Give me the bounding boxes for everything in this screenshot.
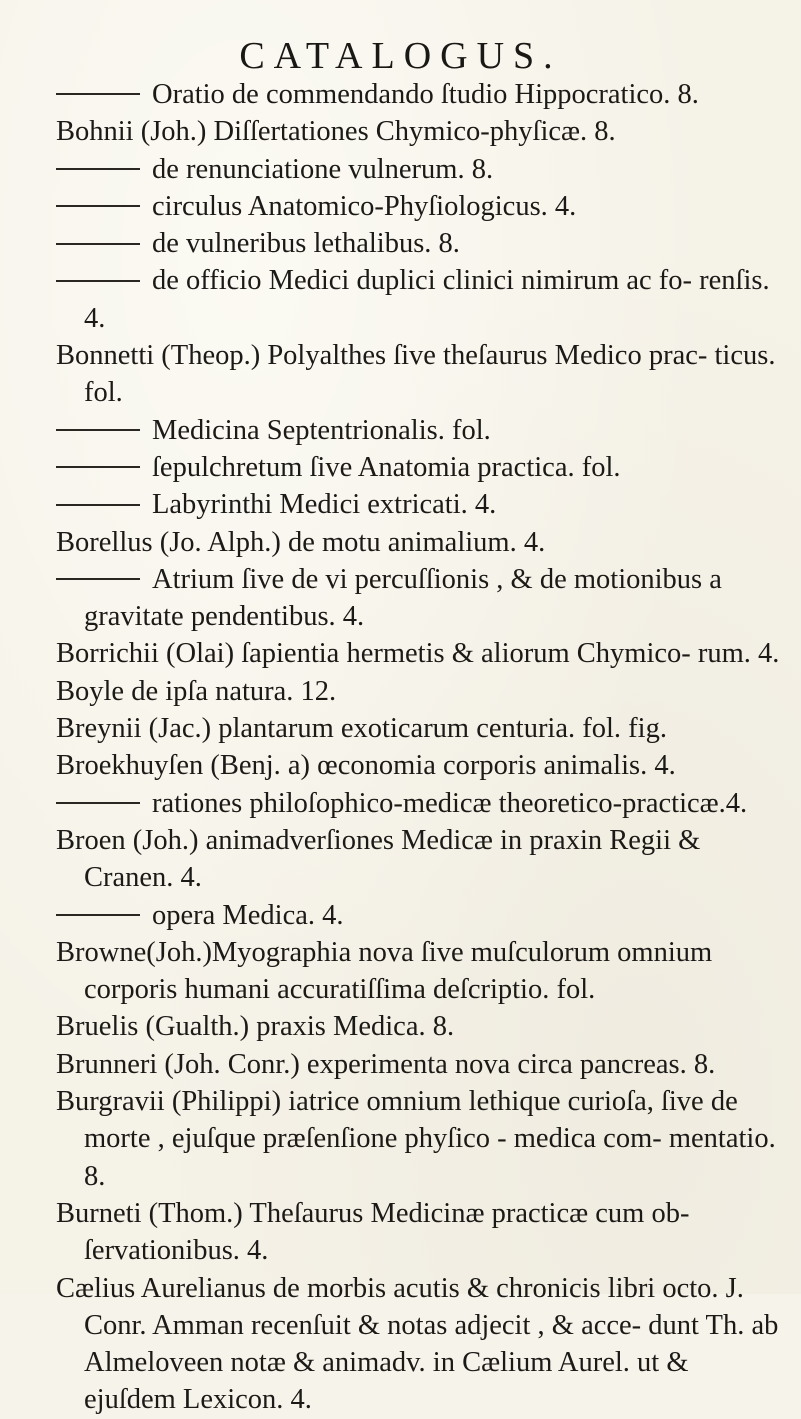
catalogue-entry	[56, 1083, 786, 1195]
ditto-dash	[56, 504, 140, 506]
catalogue-entry	[56, 822, 786, 897]
catalogue-entry	[56, 1008, 786, 1045]
entry-text: opera Medica. 4.	[152, 899, 344, 931]
entry-text: circulus Anatomico-Phyſiologicus. 4.	[152, 190, 577, 222]
catalogue-entry	[56, 1195, 786, 1270]
catalogue-entry	[56, 635, 786, 672]
entry-text: Bohnii (Joh.) Diſſertationes Chymico-phyſicæ. 8.	[56, 116, 616, 148]
ditto-dash	[56, 578, 140, 580]
catalogue-entry	[56, 897, 786, 934]
ditto-dash	[56, 914, 140, 916]
entry-text: Oratio de commendando ſtudio Hippocratico. 8.	[152, 79, 699, 110]
catalogue-entry	[56, 262, 786, 337]
entry-text: Labyrinthi Medici extricati. 4.	[152, 489, 497, 521]
catalogue-entry	[56, 934, 786, 1009]
catalogue-entry	[56, 188, 786, 225]
catalogue-entry	[56, 337, 786, 412]
catalogue-entry	[56, 486, 786, 523]
entry-text: ſepulchretum ſive Anatomia practica. fol.	[152, 451, 621, 483]
catalogue-entry	[56, 76, 786, 113]
page-header: CATALOGUS.	[239, 35, 562, 77]
catalogue-entry	[56, 747, 786, 784]
entry-text: Atrium ſive de vi percuſſionis , & de motionibus a gravitate pendentibus. 4.	[84, 563, 722, 633]
entry-text: Burgravii (Philippi) iatrice omnium lethique curioſa, ſive de morte , ejuſque præſenſione phyſico - medica com- mentatio. 8.	[56, 1086, 776, 1192]
ditto-dash	[56, 280, 140, 282]
ditto-dash	[56, 466, 140, 468]
entry-list	[56, 76, 786, 1419]
entry-text: Cælius Aurelianus de morbis acutis & chronicis libri octo. J. Conr. Amman recenſuit & notas adjecit , & acce- dunt Th. ab Almeloveen notæ & animadv. in Cælium Aurel. ut & ejuſdem Lexicon. 4.	[56, 1272, 779, 1416]
entry-text: Browne(Joh.)Myographia nova ſive muſculorum omnium corporis humani accuratiſſima deſcriptio. fol.	[56, 936, 713, 1006]
entry-text: de renunciatione vulnerum. 8.	[152, 153, 494, 185]
ditto-dash	[56, 205, 140, 207]
ditto-dash	[56, 243, 140, 245]
ditto-dash	[56, 429, 140, 431]
catalogue-entry	[56, 412, 786, 449]
catalogue-entry	[56, 1270, 786, 1419]
catalogue-entry	[56, 710, 786, 747]
entry-text: Broekhuyſen (Benj. a) œconomia corporis animalis. 4.	[56, 750, 676, 782]
catalogue-entry	[56, 151, 786, 188]
ditto-dash	[56, 93, 140, 95]
catalogue-entry	[56, 113, 786, 150]
ditto-dash	[56, 802, 140, 804]
entry-text: Burneti (Thom.) Theſaurus Medicinæ practicæ cum ob- ſervationibus. 4.	[56, 1197, 690, 1267]
catalogue-entry	[56, 1046, 786, 1083]
entry-text: Breynii (Jac.) plantarum exoticarum centuria. fol. fig.	[56, 713, 667, 745]
entry-text: de officio Medici duplici clinici nimirum ac fo- renſis. 4.	[84, 265, 770, 334]
catalogue-entry	[56, 673, 786, 710]
entry-text: Borellus (Jo. Alph.) de motu animalium. 4.	[56, 526, 546, 558]
catalogue-entry	[56, 225, 786, 262]
entry-text: de vulneribus lethalibus. 8.	[152, 228, 460, 260]
entry-text: Boyle de ipſa natura. 12.	[56, 675, 337, 707]
catalogue-entry	[56, 785, 786, 822]
entry-text: Borrichii (Olai) ſapientia hermetis & aliorum Chymico- rum. 4.	[56, 638, 780, 670]
entry-text: Brunneri (Joh. Conr.) experimenta nova circa pancreas. 8.	[56, 1048, 716, 1080]
entry-text: Broen (Joh.) animadverſiones Medicæ in praxin Regii & Cranen. 4.	[56, 824, 701, 894]
catalogue-entry	[56, 449, 786, 486]
entry-text: Bruelis (Gualth.) praxis Medica. 8.	[56, 1011, 455, 1043]
entry-text: Medicina Septentrionalis. fol.	[152, 414, 491, 446]
entry-text: Bonnetti (Theop.) Polyalthes ſive theſaurus Medico prac- ticus. fol.	[56, 340, 776, 409]
ditto-dash	[56, 168, 140, 170]
entry-text: rationes philoſophico-medicæ theoretico-practicæ.4.	[152, 787, 748, 819]
catalogue-entry	[56, 561, 786, 636]
catalogue-entry	[56, 524, 786, 561]
